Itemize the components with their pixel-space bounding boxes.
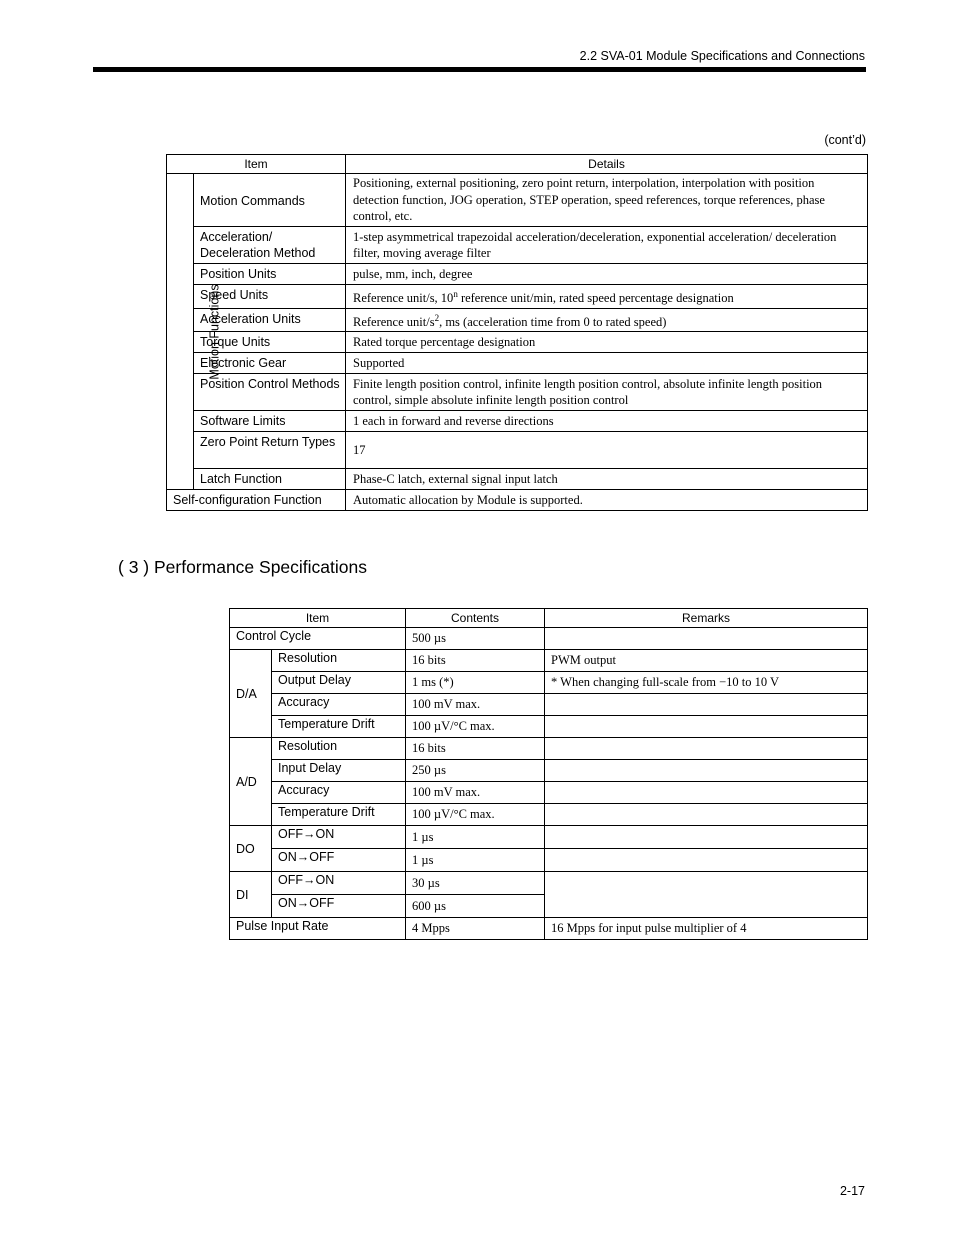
table-row (230, 716, 868, 738)
table-row (230, 826, 868, 849)
table-header-row (230, 609, 868, 628)
remarks-cell (545, 826, 868, 849)
section-heading: ( 3 ) Performance Specifications (118, 557, 367, 577)
performance-specifications-table (229, 608, 868, 940)
table-row (167, 285, 868, 309)
contents-cell: 30 µs (406, 872, 545, 895)
item-cell: Pulse Input Rate (230, 918, 406, 940)
remarks-cell (545, 760, 868, 782)
column-header-details: Details (346, 155, 868, 174)
table-row (167, 174, 868, 227)
details-cell: Rated torque percentage designation (346, 332, 868, 353)
item-cell: Electronic Gear (194, 353, 346, 374)
item-cell: Temperature Drift (272, 804, 406, 826)
details-cell: Finite length position control, infinite length position control, absolute infinite length position control, simple absolute infinite length position control (346, 374, 868, 411)
remarks-cell (545, 694, 868, 716)
item-cell: Software Limits (194, 411, 346, 432)
running-header: 2.2 SVA-01 Module Specifications and Connections (579, 49, 865, 63)
item-cell: Position Units (194, 264, 346, 285)
item-cell: Resolution (272, 650, 406, 672)
details-cell: Phase-C latch, external signal input latch (346, 469, 868, 490)
group-label-da: D/A (230, 650, 272, 738)
table-row (167, 490, 868, 511)
details-cell: Automatic allocation by Module is supported. (346, 490, 868, 511)
column-header-item: Item (230, 609, 406, 628)
details-cell: Supported (346, 353, 868, 374)
contents-cell: 1 µs (406, 849, 545, 872)
item-cell: Resolution (272, 738, 406, 760)
item-cell: ON→OFF (272, 849, 406, 872)
table-row (167, 353, 868, 374)
table-row (230, 694, 868, 716)
page-number: 2-17 (839, 1184, 865, 1198)
item-cell: Acceleration/ Deceleration Method (194, 227, 346, 264)
table-row (167, 432, 868, 469)
item-cell: OFF→ON (272, 826, 406, 849)
details-cell: pulse, mm, inch, degree (346, 264, 868, 285)
contents-cell: 4 Mpps (406, 918, 545, 940)
group-label-di: DI (230, 872, 272, 918)
table-row (230, 918, 868, 940)
table-row (230, 628, 868, 650)
contents-cell: 100 µV/°C max. (406, 804, 545, 826)
table-row (167, 374, 868, 411)
motion-specifications-table (166, 154, 868, 511)
details-cell: Reference unit/s, 10$^n$ reference unit/min, rated speed percentage designation (346, 285, 868, 309)
table-row (230, 672, 868, 694)
details-cell: 17 (346, 432, 868, 469)
contents-cell: 100 µV/°C max. (406, 716, 545, 738)
details-cell: Reference unit/$s^2$, ms (acceleration time from 0 to rated speed) (346, 309, 868, 332)
item-cell: Acceleration Units (194, 309, 346, 332)
item-cell: Accuracy (272, 782, 406, 804)
column-header-remarks: Remarks (545, 609, 868, 628)
table-row (167, 227, 868, 264)
remarks-cell (545, 782, 868, 804)
contents-cell: 1 ms (*) (406, 672, 545, 694)
table-row (230, 738, 868, 760)
group-label-do: DO (230, 826, 272, 872)
details-cell: 1 each in forward and reverse directions (346, 411, 868, 432)
remarks-cell: PWM output (545, 650, 868, 672)
table-header-row (167, 155, 868, 174)
details-cell: 1-step asymmetrical trapezoidal acceleration/deceleration, exponential acceleration/ deceleration filter, moving average filter (346, 227, 868, 264)
item-cell: Latch Function (194, 469, 346, 490)
item-cell: Accuracy (272, 694, 406, 716)
table-row (167, 309, 868, 332)
group-label-motion-functions: Motion Functions (167, 174, 194, 490)
item-cell: ON→OFF (272, 895, 406, 918)
table-row (230, 804, 868, 826)
continued-label: (cont’d) (824, 133, 866, 147)
item-cell: Position Control Methods (194, 374, 346, 411)
item-cell: Zero Point Return Types (194, 432, 346, 469)
contents-cell: 16 bits (406, 738, 545, 760)
table-row (167, 411, 868, 432)
item-cell: OFF→ON (272, 872, 406, 895)
table-row (167, 264, 868, 285)
table-row (230, 782, 868, 804)
table-row (230, 849, 868, 872)
contents-cell: 100 mV max. (406, 782, 545, 804)
contents-cell: 1 µs (406, 826, 545, 849)
remarks-cell (545, 804, 868, 826)
item-cell: Motion Commands (194, 174, 346, 227)
remarks-cell (545, 628, 868, 650)
remarks-cell (545, 716, 868, 738)
details-cell: Positioning, external positioning, zero point return, interpolation, interpolation with position detection function, JOG operation, STEP operation, speed references, torque references, phase control, etc. (346, 174, 868, 227)
table-row (230, 760, 868, 782)
item-cell: Input Delay (272, 760, 406, 782)
item-cell: Torque Units (194, 332, 346, 353)
table-row (167, 332, 868, 353)
remarks-cell: 16 Mpps for input pulse multiplier of 4 (545, 918, 868, 940)
contents-cell: 250 µs (406, 760, 545, 782)
group-label-ad: A/D (230, 738, 272, 826)
table-row (230, 650, 868, 672)
column-header-contents: Contents (406, 609, 545, 628)
item-cell: Temperature Drift (272, 716, 406, 738)
item-cell: Self-configuration Function (167, 490, 346, 511)
contents-cell: 500 µs (406, 628, 545, 650)
column-header-item: Item (167, 155, 346, 174)
item-cell: Control Cycle (230, 628, 406, 650)
remarks-cell (545, 849, 868, 872)
contents-cell: 600 µs (406, 895, 545, 918)
contents-cell: 16 bits (406, 650, 545, 672)
item-cell: Speed Units (194, 285, 346, 309)
table-row (230, 872, 868, 895)
item-cell: Output Delay (272, 672, 406, 694)
contents-cell: 100 mV max. (406, 694, 545, 716)
header-rule (93, 67, 866, 72)
remarks-cell (545, 738, 868, 760)
remarks-cell (545, 872, 868, 918)
table-row (167, 469, 868, 490)
remarks-cell: * When changing full-scale from −10 to 10 V (545, 672, 868, 694)
